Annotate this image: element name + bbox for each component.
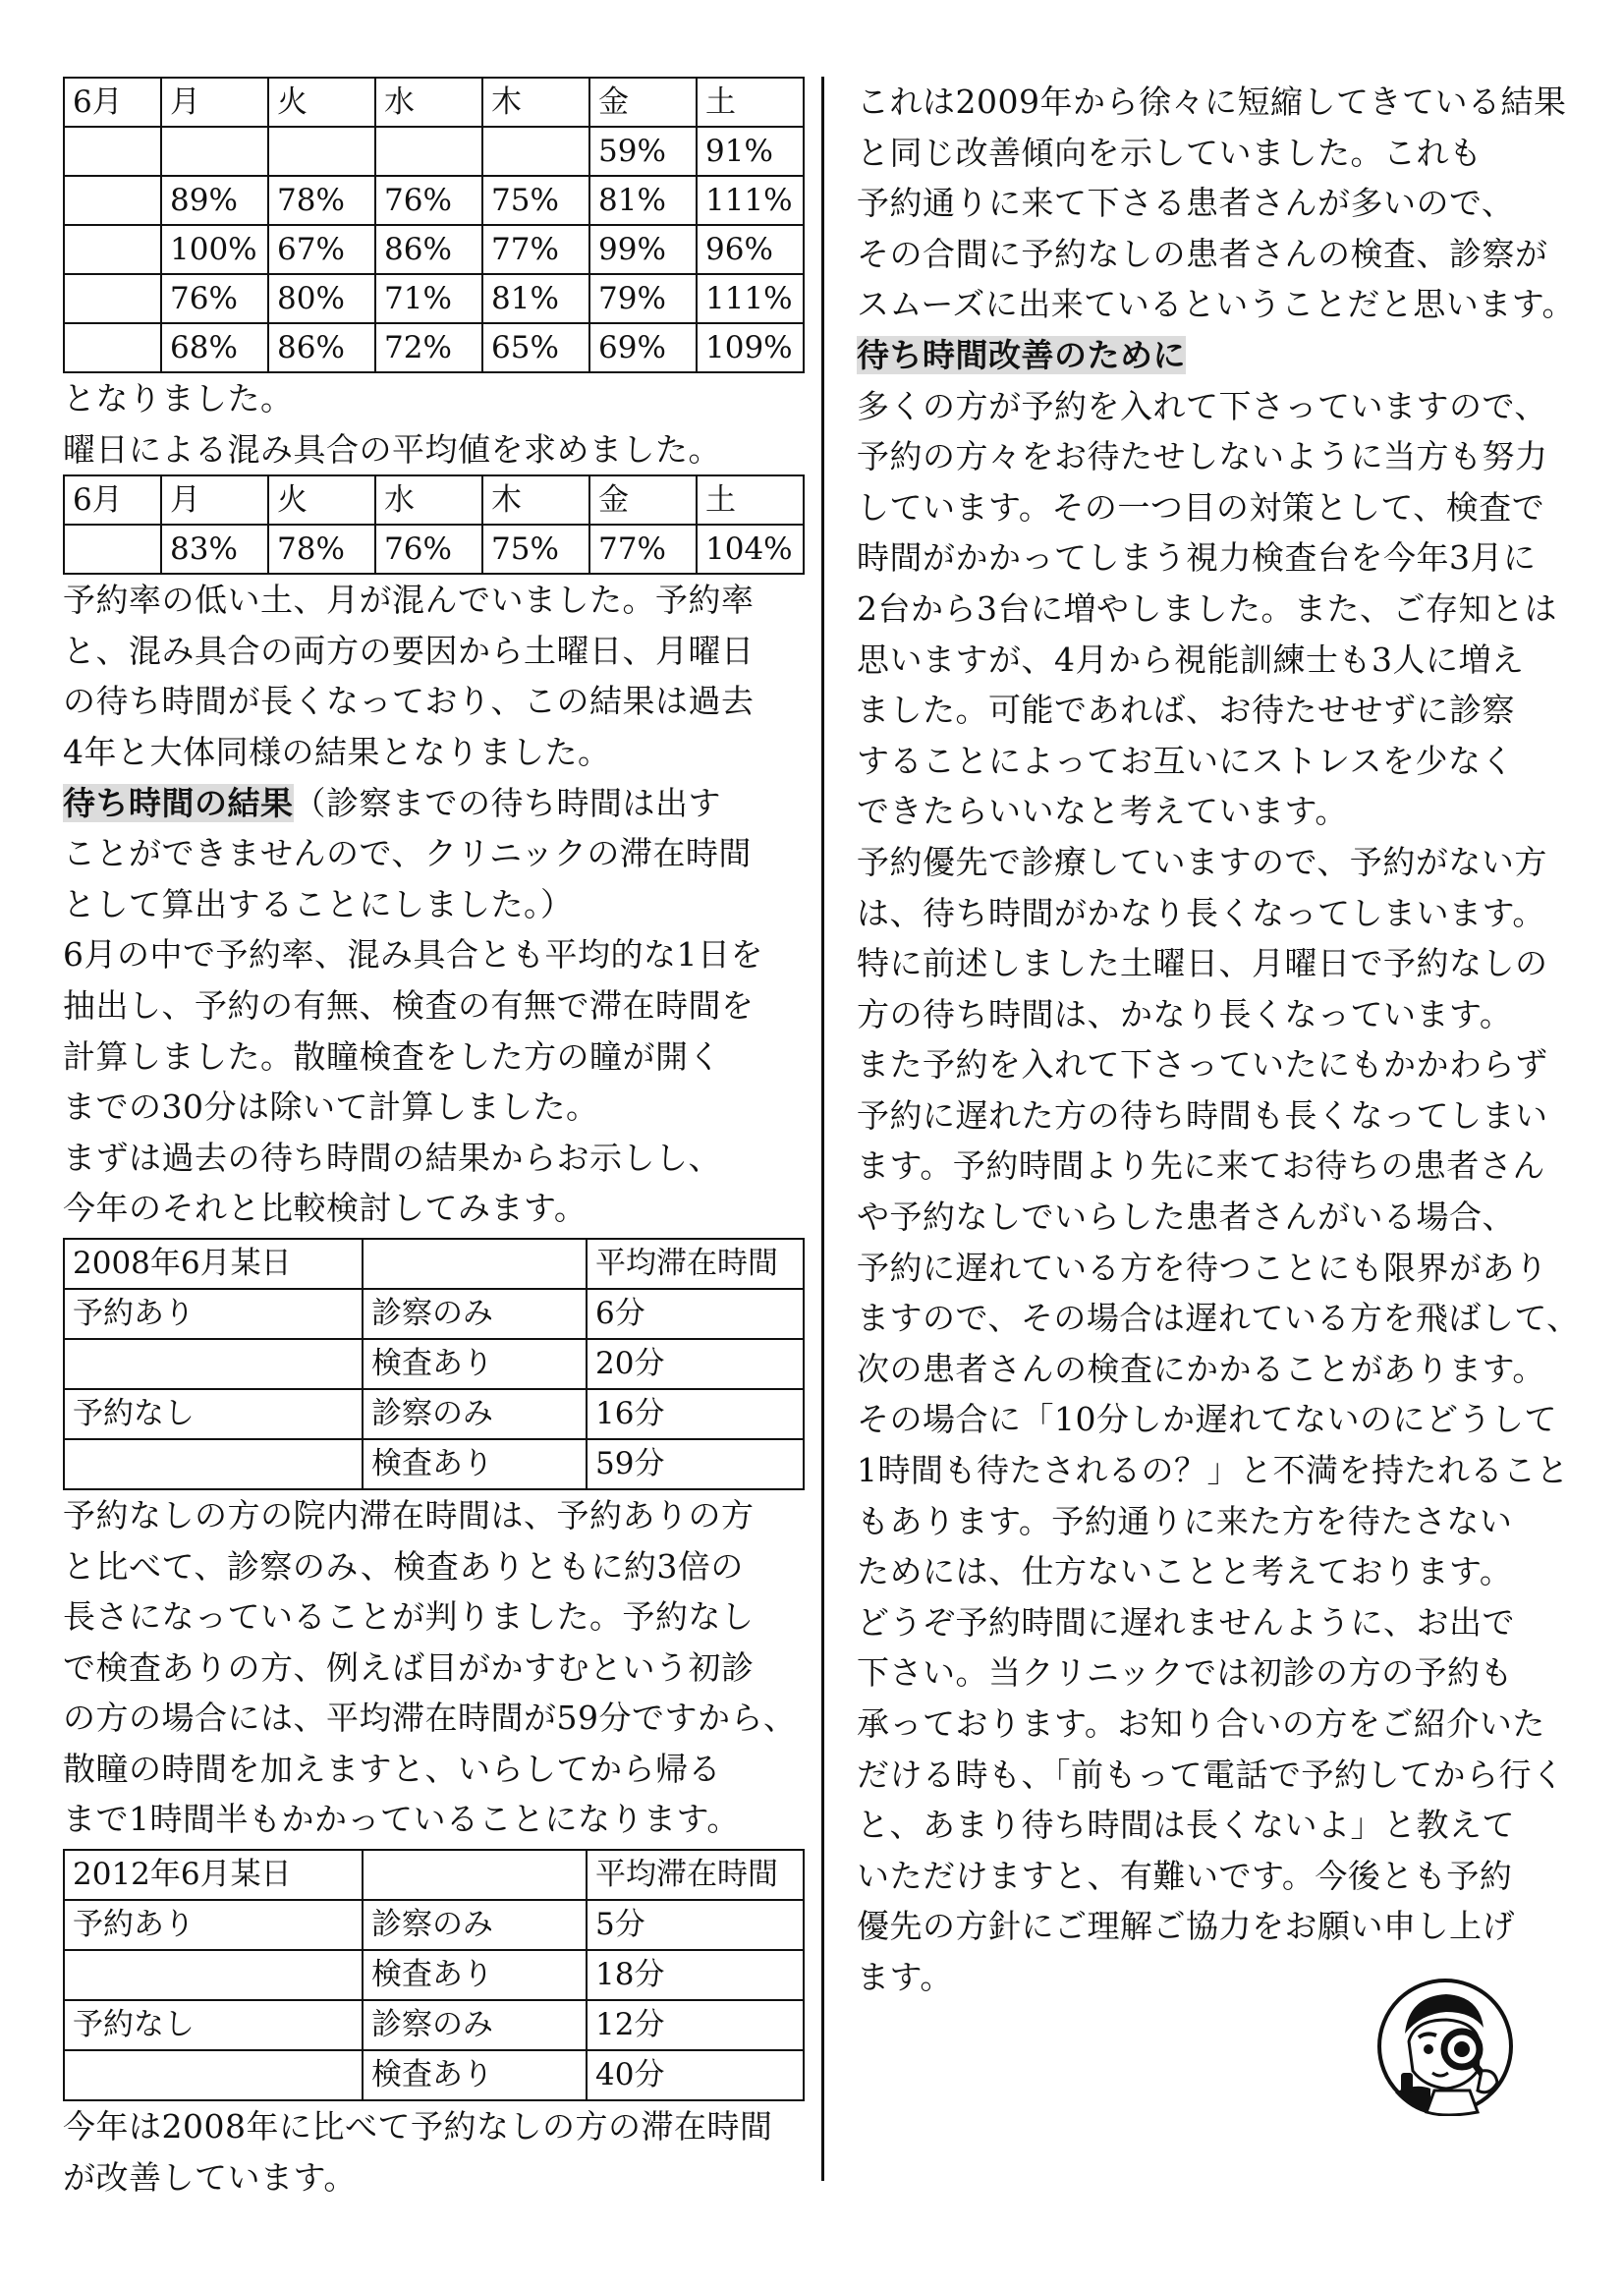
table-2008 (63, 1238, 805, 1490)
table-cell: 木 (482, 475, 589, 525)
table-cell: 金 (589, 475, 697, 525)
table-cell: 5分 (587, 1900, 804, 1950)
table-cell: 96% (697, 225, 804, 274)
paragraph-2012-analysis (63, 2101, 805, 2202)
table-cell (64, 274, 161, 323)
text-line: また予約を入れて下さっていたにもかかわらず (857, 1045, 1548, 1085)
text-line: 予約優先で診療していますので、予約がない方 (857, 842, 1547, 881)
text-line: 今年のそれと比較検討してみます。 (63, 1189, 588, 1228)
text-line: 曜日による混み具合の平均値を求めました。 (63, 429, 721, 469)
paragraph-2008-analysis (63, 1490, 805, 1845)
doctor-magnifier-icon (1375, 1977, 1515, 2116)
table-cell (64, 323, 161, 372)
text-line: 予約に遅れている方を待つことにも限界があり (857, 1248, 1548, 1287)
table-cell: 検査あり (363, 1950, 587, 2000)
table-cell (268, 127, 375, 176)
text-line: ました。可能であれば、お待たせせずに診察 (857, 691, 1515, 730)
text-line: その場合に「10分しか遅れてないのにどうして (857, 1400, 1557, 1439)
table-cell (363, 1850, 587, 1900)
table-cell: 99% (589, 225, 697, 274)
text-line: 6月の中で予約率、混み具合とも平均的な1日を (63, 935, 763, 975)
table-cell: 20分 (587, 1339, 804, 1389)
table-cell (64, 2050, 363, 2100)
table-cell: 69% (589, 323, 697, 372)
text-line: と、混み具合の両方の要因から土曜日、月曜日 (63, 631, 755, 670)
right-column (857, 77, 1584, 2003)
table-cell: 89% (161, 176, 268, 225)
table-cell: 111% (697, 176, 804, 225)
table-cell (64, 1339, 363, 1389)
improve-heading-line (857, 330, 1584, 381)
table-row (64, 2000, 804, 2050)
table-cell: 診察のみ (363, 2000, 587, 2050)
table-cell: 12分 (587, 2000, 804, 2050)
table-cell: 75% (482, 525, 589, 574)
text-line: だける時も、「前もって電話で予約してから行く (857, 1755, 1565, 1794)
text-line: 優先の方針にご理解ご協力をお願い申し上げ (857, 1907, 1515, 1946)
paragraph-trend (857, 77, 1584, 330)
table-cell: 104% (697, 525, 804, 574)
table-cell: 予約なし (64, 1389, 363, 1439)
table-cell: 86% (268, 323, 375, 372)
table-cell (64, 127, 161, 176)
table-cell: 16分 (587, 1389, 804, 1439)
table-cell: 59% (589, 127, 697, 176)
text-line: 今年は2008年に比べて予約なしの方の滞在時間 (63, 2107, 773, 2147)
table-cell: 6月 (64, 78, 161, 127)
text-line: まずは過去の待ち時間の結果からお示しし、 (63, 1138, 721, 1177)
text-line: となりました。 (63, 379, 294, 418)
table-cell: 83% (161, 525, 268, 574)
text-line: と比べて、診察のみ、検査ありともに約3倍の (63, 1546, 744, 1586)
text-line: 下さい。当クリニックでは初診の方の予約も (857, 1653, 1514, 1693)
table-row (64, 1389, 804, 1439)
paragraph-method (63, 828, 805, 1234)
text-line: ためには、仕方ないことと考えております。 (857, 1552, 1513, 1591)
table-row (64, 1339, 804, 1389)
table-row (64, 176, 804, 225)
text-line: 多くの方が予約を入れて下さっていますので、 (857, 386, 1547, 425)
text-line: が改善しています。 (63, 2157, 357, 2197)
table-cell: 6月 (64, 475, 161, 525)
table-cell: 18分 (587, 1950, 804, 2000)
text-line: 特に前述しました土曜日、月曜日で予約なしの (857, 944, 1548, 983)
text-line: までの30分は除いて計算しました。 (63, 1087, 599, 1127)
june-daily-table (63, 77, 805, 373)
table-row (64, 1850, 804, 1900)
table-cell: 71% (375, 274, 482, 323)
paragraph-improvement (857, 381, 1584, 2003)
table-cell: 76% (161, 274, 268, 323)
column-divider (821, 77, 824, 2181)
text-line: 方の待ち時間は、かなり長くなっています。 (857, 994, 1513, 1033)
table-cell (375, 127, 482, 176)
text-line: の方の場合には、平均滞在時間が59分ですから、 (63, 1699, 797, 1738)
table-cell: 2008年6月某日 (64, 1239, 363, 1289)
text-line: や予約なしでいらした患者さんがいる場合、 (857, 1198, 1515, 1237)
table-cell: 平均滞在時間 (587, 1850, 804, 1900)
table-cell: 80% (268, 274, 375, 323)
text-line: と、あまり待ち時間は長くないよ」と教えて (857, 1806, 1515, 1845)
table-cell: 6分 (587, 1289, 804, 1339)
text-line: できたらいいなと考えています。 (857, 792, 1348, 831)
text-line: 散瞳の時間を加えますと、いらしてから帰る (63, 1749, 721, 1788)
table-row (64, 1289, 804, 1339)
table-cell: 81% (589, 176, 697, 225)
table-cell: 67% (268, 225, 375, 274)
table-cell: 診察のみ (363, 1900, 587, 1950)
table-row (64, 2050, 804, 2100)
text-line: しています。その一つ目の対策として、検査で (857, 487, 1545, 527)
table-row (64, 525, 804, 574)
text-line: ます。予約時間より先に来てお待ちの患者さん (857, 1146, 1545, 1186)
text-line: どうぞ予約時間に遅れませんように、お出で (857, 1602, 1515, 1642)
text-line: スムーズに出来ているということだと思います。 (857, 285, 1576, 324)
table-cell: 111% (697, 274, 804, 323)
table-cell (64, 1950, 363, 2000)
table-cell: 76% (375, 525, 482, 574)
table-cell: 77% (482, 225, 589, 274)
table-cell: 91% (697, 127, 804, 176)
weekday-average-table (63, 474, 805, 575)
text-line: 2台から3台に増やしました。また、ご存知とは (857, 588, 1557, 628)
table-header-row (64, 78, 804, 127)
table-cell: 68% (161, 323, 268, 372)
text-line: と同じ改善傾向を示していました。これも (857, 133, 1483, 172)
table-cell: 79% (589, 274, 697, 323)
text-line: の待ち時間が長くなっており、この結果は過去 (63, 682, 755, 721)
table-cell (64, 225, 161, 274)
table-cell: 土 (697, 78, 804, 127)
text-line: で検査ありの方、例えば目がかすむという初診 (63, 1647, 755, 1687)
table-cell: 81% (482, 274, 589, 323)
table-cell: 火 (268, 78, 375, 127)
text-line: 1時間も待たされるの？」と不満を持たれること (857, 1451, 1569, 1490)
text-line: これは2009年から徐々に短縮してきている結果 (857, 83, 1567, 121)
table-cell: 予約あり (64, 1900, 363, 1950)
table-row (64, 225, 804, 274)
text-line: 予約なしの方の院内滞在時間は、予約ありの方 (63, 1495, 755, 1534)
table-cell: 予約あり (64, 1289, 363, 1339)
text-line: 予約に遅れた方の待ち時間も長くなってしまい (857, 1095, 1548, 1135)
text-line: 予約率の低い土、月が混んでいました。予約率 (63, 581, 755, 620)
text-line: 予約の方々をお待たせしないように当方も努力 (857, 437, 1548, 476)
text-line: として算出することにしました。） (63, 884, 574, 923)
text-line: 計算しました。散瞳検査をした方の瞳が開く (63, 1036, 721, 1076)
table-cell: 78% (268, 525, 375, 574)
table-cell (161, 127, 268, 176)
table-cell: 2012年6月某日 (64, 1850, 363, 1900)
text-line: 時間がかかってしまう視力検査台を今年3月に (857, 538, 1537, 578)
table-cell: 土 (697, 475, 804, 525)
text-line: 承っております。お知り合いの方をご紹介いた (857, 1704, 1545, 1743)
section-heading-result: 待ち時間の結果 (63, 783, 294, 822)
text-line: まで1時間半もかかっていることになります。 (63, 1800, 740, 1839)
table-cell (482, 127, 589, 176)
text-line: いただけますと、有難いです。今後とも予約 (857, 1856, 1513, 1895)
table-cell: 109% (697, 323, 804, 372)
table-2012 (63, 1849, 805, 2101)
table-row (64, 274, 804, 323)
table-cell: 検査あり (363, 2050, 587, 2100)
text-line: もあります。予約通りに来た方を待たさない (857, 1501, 1513, 1540)
text-line: 抽出し、予約の有無、検査の有無で滞在時間を (63, 985, 755, 1025)
text-line: その合間に予約なしの患者さんの検査、診察が (857, 234, 1548, 273)
table-cell: 予約なし (64, 2000, 363, 2050)
table-cell: 40分 (587, 2050, 804, 2100)
left-column (63, 77, 805, 2202)
text-line: 長さになっていることが判りました。予約なし (63, 1597, 755, 1637)
table-row (64, 1439, 804, 1489)
table-cell: 診察のみ (363, 1289, 587, 1339)
table-cell: 78% (268, 176, 375, 225)
text-line: 思いますが、4月から視能訓練士も3人に増え (857, 640, 1525, 679)
table-row (64, 1950, 804, 2000)
table-cell (64, 176, 161, 225)
table-cell: 75% (482, 176, 589, 225)
table-cell: 水 (375, 475, 482, 525)
table-cell: 100% (161, 225, 268, 274)
table-cell: 平均滞在時間 (587, 1239, 804, 1289)
table-cell (363, 1239, 587, 1289)
text-line: ます。 (857, 1957, 953, 1996)
table-row (64, 323, 804, 372)
table-cell: 火 (268, 475, 375, 525)
text-line: 4年と大体同様の結果となりました。 (63, 732, 611, 771)
text-line: 予約通りに来て下さる患者さんが多いので、 (857, 184, 1515, 223)
text-line: ますので、その場合は遅れている方を飛ばして、 (857, 1299, 1580, 1338)
section-heading-improve: 待ち時間改善のために (857, 335, 1186, 374)
table-cell (64, 1439, 363, 1489)
table-cell: 診察のみ (363, 1389, 587, 1439)
table-cell: 月 (161, 475, 268, 525)
table-cell: 59分 (587, 1439, 804, 1489)
table-cell: 検査あり (363, 1339, 587, 1389)
text-line: は、待ち時間がかなり長くなってしまいます。 (857, 893, 1545, 932)
table-cell: 72% (375, 323, 482, 372)
table-row (64, 1239, 804, 1289)
table-cell: 76% (375, 176, 482, 225)
paragraph-crowding (63, 575, 805, 777)
table-cell (64, 525, 161, 574)
text-line: ことができませんので、クリニックの滞在時間 (63, 834, 752, 873)
table-cell: 77% (589, 525, 697, 574)
result-heading-line (63, 778, 805, 829)
table-cell: 月 (161, 78, 268, 127)
table-cell: 86% (375, 225, 482, 274)
table-cell: 水 (375, 78, 482, 127)
table-cell: 木 (482, 78, 589, 127)
table-header-row (64, 475, 804, 525)
table-row (64, 127, 804, 176)
text-line: することによってお互いにストレスを少なく (857, 741, 1515, 780)
result-heading-note: （診察までの待ち時間は出す (293, 783, 721, 822)
table-cell: 金 (589, 78, 697, 127)
text-line: 次の患者さんの検査にかかることがあります。 (857, 1349, 1545, 1388)
table-cell: 65% (482, 323, 589, 372)
table-cell: 検査あり (363, 1439, 587, 1489)
table-row (64, 1900, 804, 1950)
